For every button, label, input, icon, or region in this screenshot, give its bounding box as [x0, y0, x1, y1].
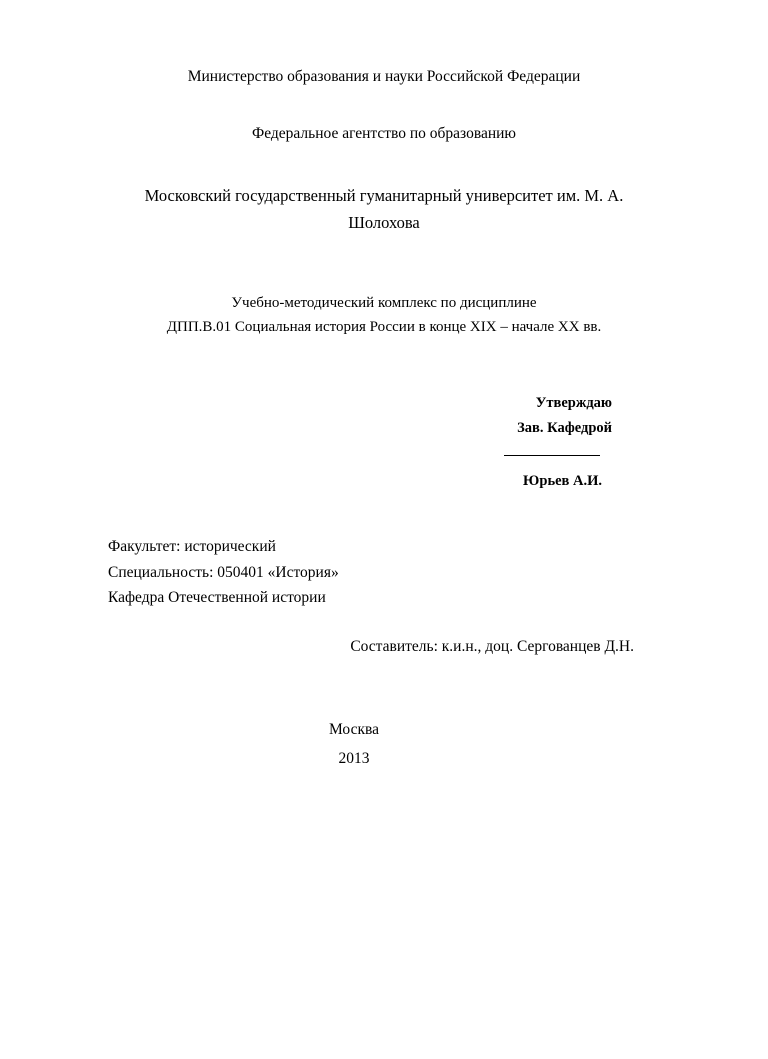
discipline-title: ДПП.В.01 Социальная история России в конце XIX – начале XX вв. [166, 318, 602, 335]
department-line: Кафедра Отечественной истории [108, 588, 326, 606]
author-line: Составитель: к.и.н., доц. Сергованцев Д.Н. [350, 637, 634, 655]
university-name: Московский государственный гуманитарный университет им. М. А. Шолохова [144, 185, 624, 232]
head-of-department-label: Зав. Кафедрой [517, 420, 612, 437]
year-line: 2013 [338, 749, 370, 767]
approval-block [104, 391, 664, 495]
faculty-line: Факультет: исторический [108, 538, 276, 556]
speciality-line: Специальность: 050401 «История» [108, 563, 339, 581]
agency-line: Федеральное агентство по образованию [251, 125, 517, 143]
city-line: Москва [329, 720, 379, 738]
signature-line [504, 454, 600, 456]
details-block [104, 534, 664, 609]
complex-block [104, 291, 664, 339]
ministry-line: Министерство образования и науки Российской Федерации [187, 68, 581, 85]
approver-name: Юрьев А.И. [523, 473, 602, 490]
approve-label: Утверждаю [535, 394, 612, 411]
title-page [0, 65, 768, 1059]
complex-title: Учебно-методический комплекс по дисциплине [231, 294, 537, 311]
